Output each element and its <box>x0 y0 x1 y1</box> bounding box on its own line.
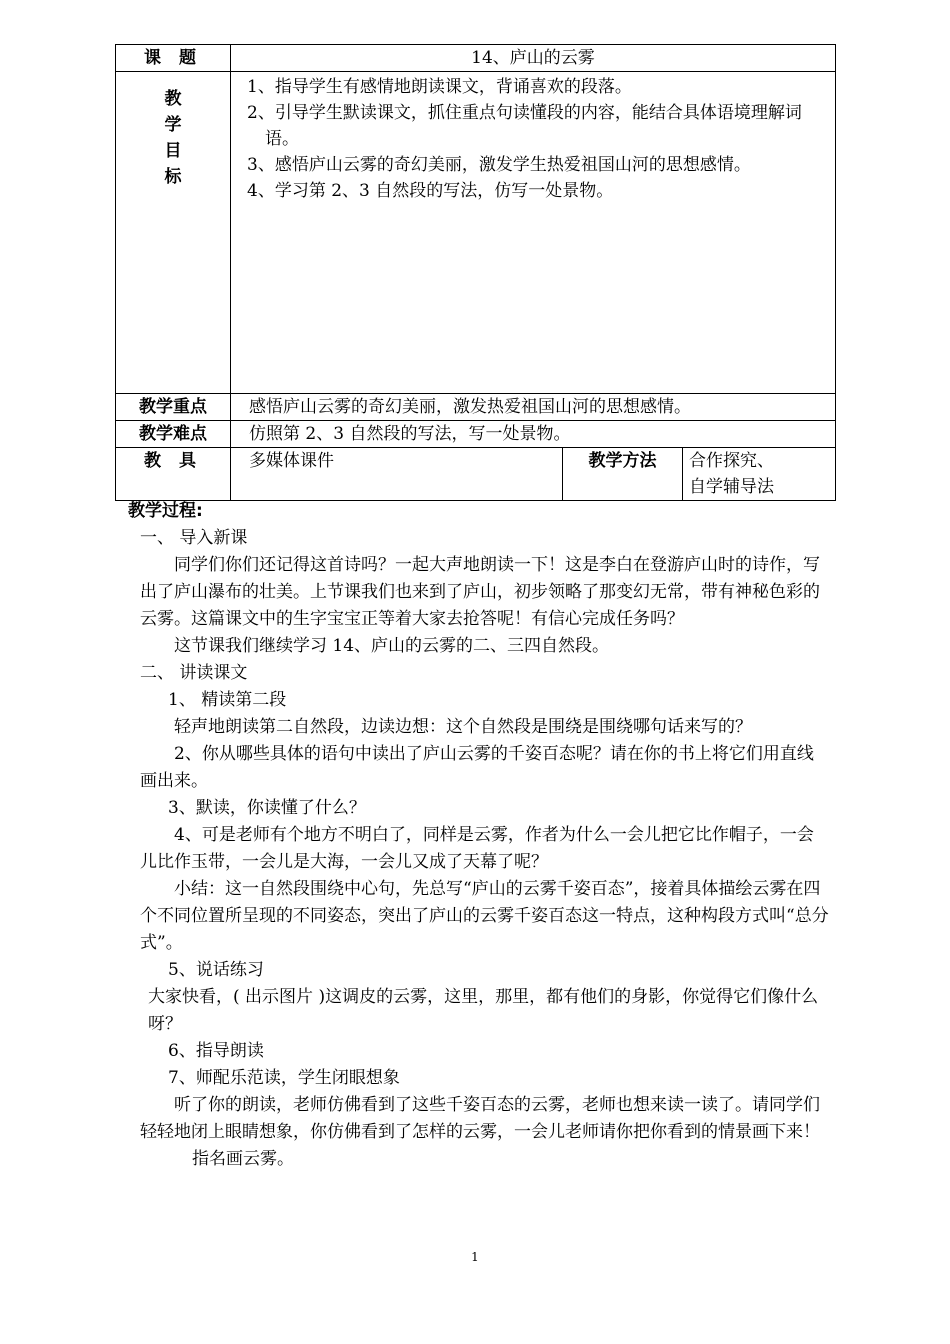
goal-item: 2、引导学生默读课文，抓住重点句读懂段的内容，能结合具体语境理解词语。 <box>247 103 802 149</box>
process-heading: 教学过程: <box>128 501 203 521</box>
key-point-value: 感悟庐山云雾的奇幻美丽，激发热爱祖国山河的思想感情。 <box>231 394 836 421</box>
topic-value: 14、庐山的云雾 <box>231 45 836 72</box>
summary-paragraph: 小结：这一自然段围绕中心句，先总写“庐山的云雾千姿百态”，接着具体描绘云雾在四个不同位置所呈现的不同姿态，突出了庐山的云雾千姿百态这一特点，这种构段方式叫“总分式”。 <box>140 879 829 953</box>
topic-label: 课 题 <box>116 45 231 72</box>
goals-cell <box>231 72 836 394</box>
paragraph: 轻声地朗读第二自然段，边读边想：这个自然段是围绕是围绕哪句话来写的？ <box>174 717 752 737</box>
section-heading: 一、 导入新课 <box>140 528 248 548</box>
goals-label-char: 目 <box>164 141 182 161</box>
paragraph: 2、你从哪些具体的语句中读出了庐山云雾的千姿百态呢？请在你的书上将它们用直线画出来。 <box>140 744 814 791</box>
paragraph: 指名画云雾。 <box>192 1149 294 1169</box>
difficulty-label: 教学难点 <box>116 421 231 448</box>
step-heading: 7、师配乐范读，学生闭眼想象 <box>168 1068 400 1088</box>
goal-item: 4、学习第 2、3 自然段的写法，仿写一处景物。 <box>247 181 614 201</box>
goal-item: 3、感悟庐山云雾的奇幻美丽，激发学生热爱祖国山河的思想感情。 <box>247 155 751 175</box>
goal-item: 1、指导学生有感情地朗读课文，背诵喜欢的段落。 <box>247 77 632 97</box>
teaching-process <box>128 498 830 1173</box>
key-point-label: 教学重点 <box>116 394 231 421</box>
page-number: 1 <box>471 1250 479 1264</box>
section-heading: 二、 讲读课文 <box>140 663 248 683</box>
paragraph: 4、可是老师有个地方不明白了，同样是云雾，作者为什么一会儿把它比作帽子，一会儿比作玉带，一会儿是大海，一会儿又成了天幕了呢？ <box>140 825 814 872</box>
step-heading: 3、默读，你读懂了什么？ <box>168 798 366 818</box>
method-value-line: 合作探究、 <box>689 451 774 471</box>
method-value-line: 自学辅导法 <box>689 477 774 497</box>
goals-label-char: 学 <box>164 115 182 135</box>
paragraph: 这节课我们继续学习 14、庐山的云雾的二、三四自然段。 <box>174 636 610 656</box>
step-heading: 6、指导朗读 <box>168 1041 264 1061</box>
lesson-plan-table <box>115 44 836 501</box>
method-label: 教学方法 <box>563 448 683 501</box>
paragraph: 听了你的朗读，老师仿佛看到了这些千姿百态的云雾，老师也想来读一读了。请同学们轻轻地闭上眼睛想象，你仿佛看到了怎样的云雾，一会儿老师请你把你看到的情景画下来！ <box>140 1095 820 1142</box>
goals-label-char: 教 <box>164 89 182 109</box>
paragraph: 同学们你们还记得这首诗吗？一起大声地朗读一下！这是李白在登游庐山时的诗作，写出了庐山瀑布的壮美。上节课我们也来到了庐山，初步领略了那变幻无常，带有神秘色彩的云雾。这篇课文中的生字宝宝正等着大家去抢答呢！有信心完成任务吗？ <box>140 555 820 629</box>
goals-label-char: 标 <box>164 167 182 187</box>
paragraph: 大家快看，( 出示图片 )这调皮的云雾，这里，那里，都有他们的身影，你觉得它们像什么呀？ <box>148 987 819 1034</box>
step-heading: 1、 精读第二段 <box>168 690 287 710</box>
method-value <box>683 448 836 501</box>
step-heading: 5、说话练习 <box>168 960 264 980</box>
tools-label: 教 具 <box>116 448 231 501</box>
difficulty-value: 仿照第 2、3 自然段的写法，写一处景物。 <box>231 421 836 448</box>
tools-value: 多媒体课件 <box>231 448 563 501</box>
goals-label <box>116 72 231 394</box>
